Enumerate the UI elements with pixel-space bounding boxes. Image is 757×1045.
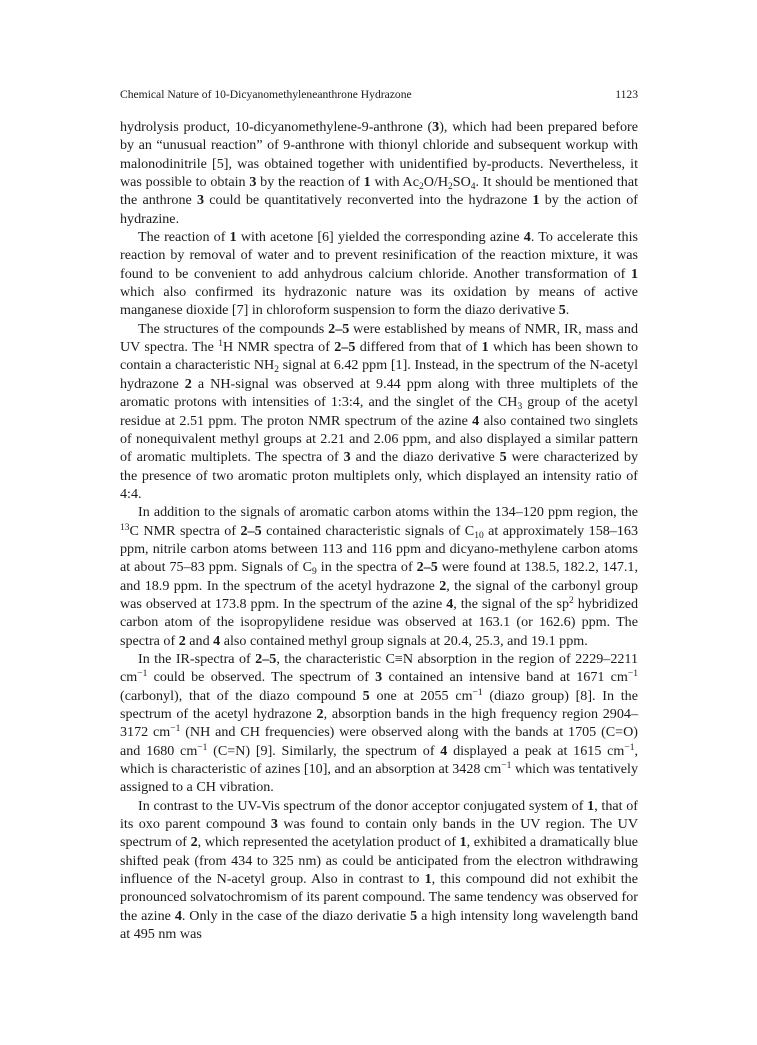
- text-run: with acetone [6] yielded the corresponding azine: [236, 229, 524, 246]
- compound-number: 5: [410, 907, 418, 924]
- text-run: . It should be mentioned that the anthrone: [120, 174, 638, 209]
- compound-number: 3: [432, 119, 440, 135]
- text-run: , this compound did not exhibit the pronounced solvatochromism of its parent compound. The same tendency was observed for the azine: [120, 871, 638, 924]
- superscript: −1: [197, 742, 208, 753]
- text-run: , absorption bands in the high frequency region 2904–3172 cm: [120, 706, 638, 741]
- superscript: −1: [472, 687, 483, 698]
- compound-number: 2–5: [416, 559, 438, 576]
- text-run: at approximately 158–163 ppm, nitrile carbon atoms between 113 and 116 ppm and dicyano-methylene carbon atoms at about 75–83 ppm. Signals of C: [120, 522, 638, 576]
- compound-number: 1: [587, 797, 595, 814]
- text-run: were found at 138.5, 182.2, 147.1, and 18.9 ppm. In the spectrum of the acetyl hydrazone: [120, 559, 638, 594]
- compound-number: 1: [630, 265, 638, 282]
- compound-number: 1: [459, 834, 467, 851]
- page-number: 1123: [615, 88, 638, 101]
- compound-number: 4: [440, 742, 448, 759]
- subscript: 10: [474, 530, 484, 541]
- text-run: , that of its oxo parent compound: [120, 797, 638, 833]
- text-run: In the IR-spectra of: [138, 650, 256, 667]
- compound-number: 3: [270, 816, 278, 833]
- text-run: signal at 6.42 ppm [1]. Instead, in the spectrum of the N-acetyl hydrazone: [120, 357, 639, 392]
- text-run: O/H: [423, 174, 448, 191]
- superscript: −1: [501, 761, 512, 772]
- text-run: , the signal of the sp: [453, 595, 570, 612]
- compound-number: 2: [190, 834, 198, 851]
- compound-number: 2: [184, 375, 192, 392]
- text-run: were established by means of NMR, IR, mass and UV spectra. The: [120, 320, 638, 356]
- text-run: (carbonyl), that of the diazo compound: [120, 687, 363, 704]
- text-run: , exhibited a dramatically blue shifted peak (from 434 to 325 nm) as could be anticipated from the electron withdrawing influence of the N-acetyl group. Also in contrast to: [120, 834, 638, 888]
- compound-number: 1: [363, 174, 371, 191]
- text-run: In contrast to the UV-Vis spectrum of the donor acceptor conjugated system of: [138, 797, 588, 814]
- text-run: differed from that of: [355, 339, 482, 356]
- text-run: and the diazo derivative: [350, 449, 500, 466]
- text-run: and: [185, 632, 214, 649]
- body-text: [120, 118, 638, 943]
- compound-number: 4: [213, 632, 221, 649]
- compound-number: 1: [229, 229, 237, 246]
- text-run: which also confirmed its hydrazonic nature was its oxidation by means of active manganese dioxide [7] in chloroform suspension to form the diazo derivative: [120, 284, 638, 319]
- text-run: by the action of hydrazine.: [120, 192, 638, 227]
- text-run: (diazo group) [8]. In the spectrum of the acetyl hydrazone: [120, 687, 638, 722]
- text-run: also contained two singlets of nonequivalent methyl groups at 2.21 and 2.06 ppm, and also displayed a similar pattern of aromatic multiplets. The spectra of: [120, 412, 638, 466]
- compound-number: 1: [481, 339, 489, 356]
- paragraph-acetone-reaction: [120, 228, 638, 320]
- superscript: −1: [624, 742, 635, 753]
- paragraph-hydrolysis: [120, 118, 638, 228]
- text-run: ), which had been prepared before by an “unusual reaction” of 9-anthrone with thionyl chloride and subsequent workup with malonodinitrile [5], was obtained together with unidentified by-products. Nevertheless, it was possible to obtain: [120, 119, 638, 191]
- compound-number: 2–5: [328, 320, 350, 337]
- text-run: In addition to the signals of aromatic carbon atoms within the 134–120 ppm region, the: [138, 504, 638, 521]
- text-run: , the characteristic C≡N absorption in the region of 2229–2211 cm: [120, 650, 638, 686]
- text-run: could be quantitatively reconverted into the hydrazone: [204, 192, 533, 209]
- text-run: The structures of the compounds: [138, 320, 329, 337]
- compound-number: 2–5: [255, 650, 277, 667]
- compound-number: 3: [197, 192, 205, 209]
- text-run: in the spectra of: [316, 559, 417, 576]
- text-run: , which is characteristic of azines [10], and an absorption at 3428 cm: [120, 742, 638, 778]
- superscript: 2: [569, 595, 574, 606]
- running-head: [120, 88, 638, 102]
- subscript: 2: [418, 182, 424, 193]
- text-run: , which represented the acetylation product of: [197, 834, 460, 851]
- subscript: 9: [312, 567, 317, 578]
- text-run: with Ac: [370, 174, 419, 191]
- text-run: , the signal of the carbonyl group was observed at 173.8 ppm. In the spectrum of the azine: [120, 577, 638, 612]
- text-run: displayed a peak at 1615 cm: [447, 742, 625, 759]
- text-run: The reaction of: [138, 229, 230, 246]
- compound-number: 3: [343, 449, 351, 466]
- subscript: 4: [470, 182, 476, 193]
- superscript: −1: [170, 724, 181, 735]
- text-run: . To accelerate this reaction by removal of water and to prevent resinification of the reaction mixture, it was found to be convenient to add anhydrous calcium chloride. Another transformation of: [120, 229, 639, 282]
- text-run: were characterized by the presence of two aromatic proton multiplets only, which displayed an intensity ratio of 4:4.: [120, 449, 638, 502]
- text-run: could be observed. The spectrum of: [147, 669, 376, 686]
- text-run: also contained methyl group signals at 20.4, 25.3, and 19.1 ppm.: [220, 632, 588, 649]
- text-run: was found to contain only bands in the UV region. The UV spectrum of: [120, 816, 639, 851]
- text-run: SO: [452, 174, 471, 191]
- text-run: one at 2055 cm: [369, 687, 473, 704]
- text-run: which has been shown to contain a characteristic NH: [120, 339, 638, 374]
- compound-number: 2: [316, 706, 324, 722]
- text-run: (NH and CH frequencies) were observed along with the bands at 1705 (C=O) and 1680 cm: [120, 724, 638, 759]
- running-title: Chemical Nature of 10-Dicyanomethyleneanthrone Hydrazone: [120, 88, 412, 101]
- text-run: . Only in the case of the diazo derivatie: [181, 907, 411, 924]
- compound-number: 2: [439, 577, 447, 594]
- subscript: 2: [448, 182, 453, 193]
- compound-number: 2–5: [240, 522, 262, 539]
- paragraph-uv-vis: [120, 797, 638, 944]
- compound-number: 4: [523, 229, 531, 246]
- superscript: −1: [137, 669, 148, 680]
- text-run: contained an intensive band at 1671 cm: [382, 669, 628, 686]
- text-run: a high intensity long wavelength band at 495 nm was: [120, 907, 638, 943]
- text-run: by the reaction of: [256, 174, 364, 191]
- text-run: contained characteristic signals of C: [261, 522, 475, 539]
- compound-number: 4: [174, 907, 182, 924]
- text-run: hybridized carbon atom of the isopropylidene residue was observed at 163.1 (or 162.6) ppm. The spectra of: [120, 595, 639, 649]
- compound-number: 1: [532, 192, 540, 209]
- text-run: group of the acetyl residue at 2.51 ppm. The proton NMR spectrum of the azine: [120, 394, 638, 429]
- superscript: 13: [120, 522, 130, 533]
- text-run: a NH-signal was observed at 9.44 ppm along with three multiplets of the aromatic protons with intensities of 1:3:4, and the singlet of the CH: [120, 375, 638, 411]
- text-run: (C=N) [9]. Similarly, the spectrum of: [207, 742, 441, 759]
- compound-number: 3: [249, 174, 257, 191]
- paragraph-ir-spectra: [120, 650, 638, 797]
- compound-number: 4: [446, 595, 454, 612]
- compound-number: 2: [178, 632, 186, 649]
- text-run: hydrolysis product, 10-dicyanomethylene-9-anthrone (: [120, 119, 433, 135]
- text-run: C NMR spectra of: [129, 522, 241, 539]
- compound-number: 5: [499, 449, 507, 466]
- subscript: 3: [517, 402, 523, 413]
- compound-number: 1: [424, 871, 432, 888]
- subscript: 2: [274, 365, 279, 376]
- superscript: 1: [218, 339, 223, 350]
- compound-number: 3: [375, 669, 383, 686]
- paragraph-nmr-structures: [120, 320, 638, 503]
- text-run: H NMR spectra of: [222, 339, 335, 356]
- text-run: which was tentatively assigned to a CH vibration.: [120, 761, 639, 796]
- paragraph-13c-nmr: [120, 503, 638, 650]
- compound-number: 5: [362, 687, 370, 704]
- compound-number: 4: [472, 412, 480, 429]
- compound-number: 2–5: [334, 339, 356, 356]
- text-run: .: [565, 302, 570, 319]
- compound-number: 5: [558, 302, 566, 319]
- superscript: −1: [627, 669, 638, 680]
